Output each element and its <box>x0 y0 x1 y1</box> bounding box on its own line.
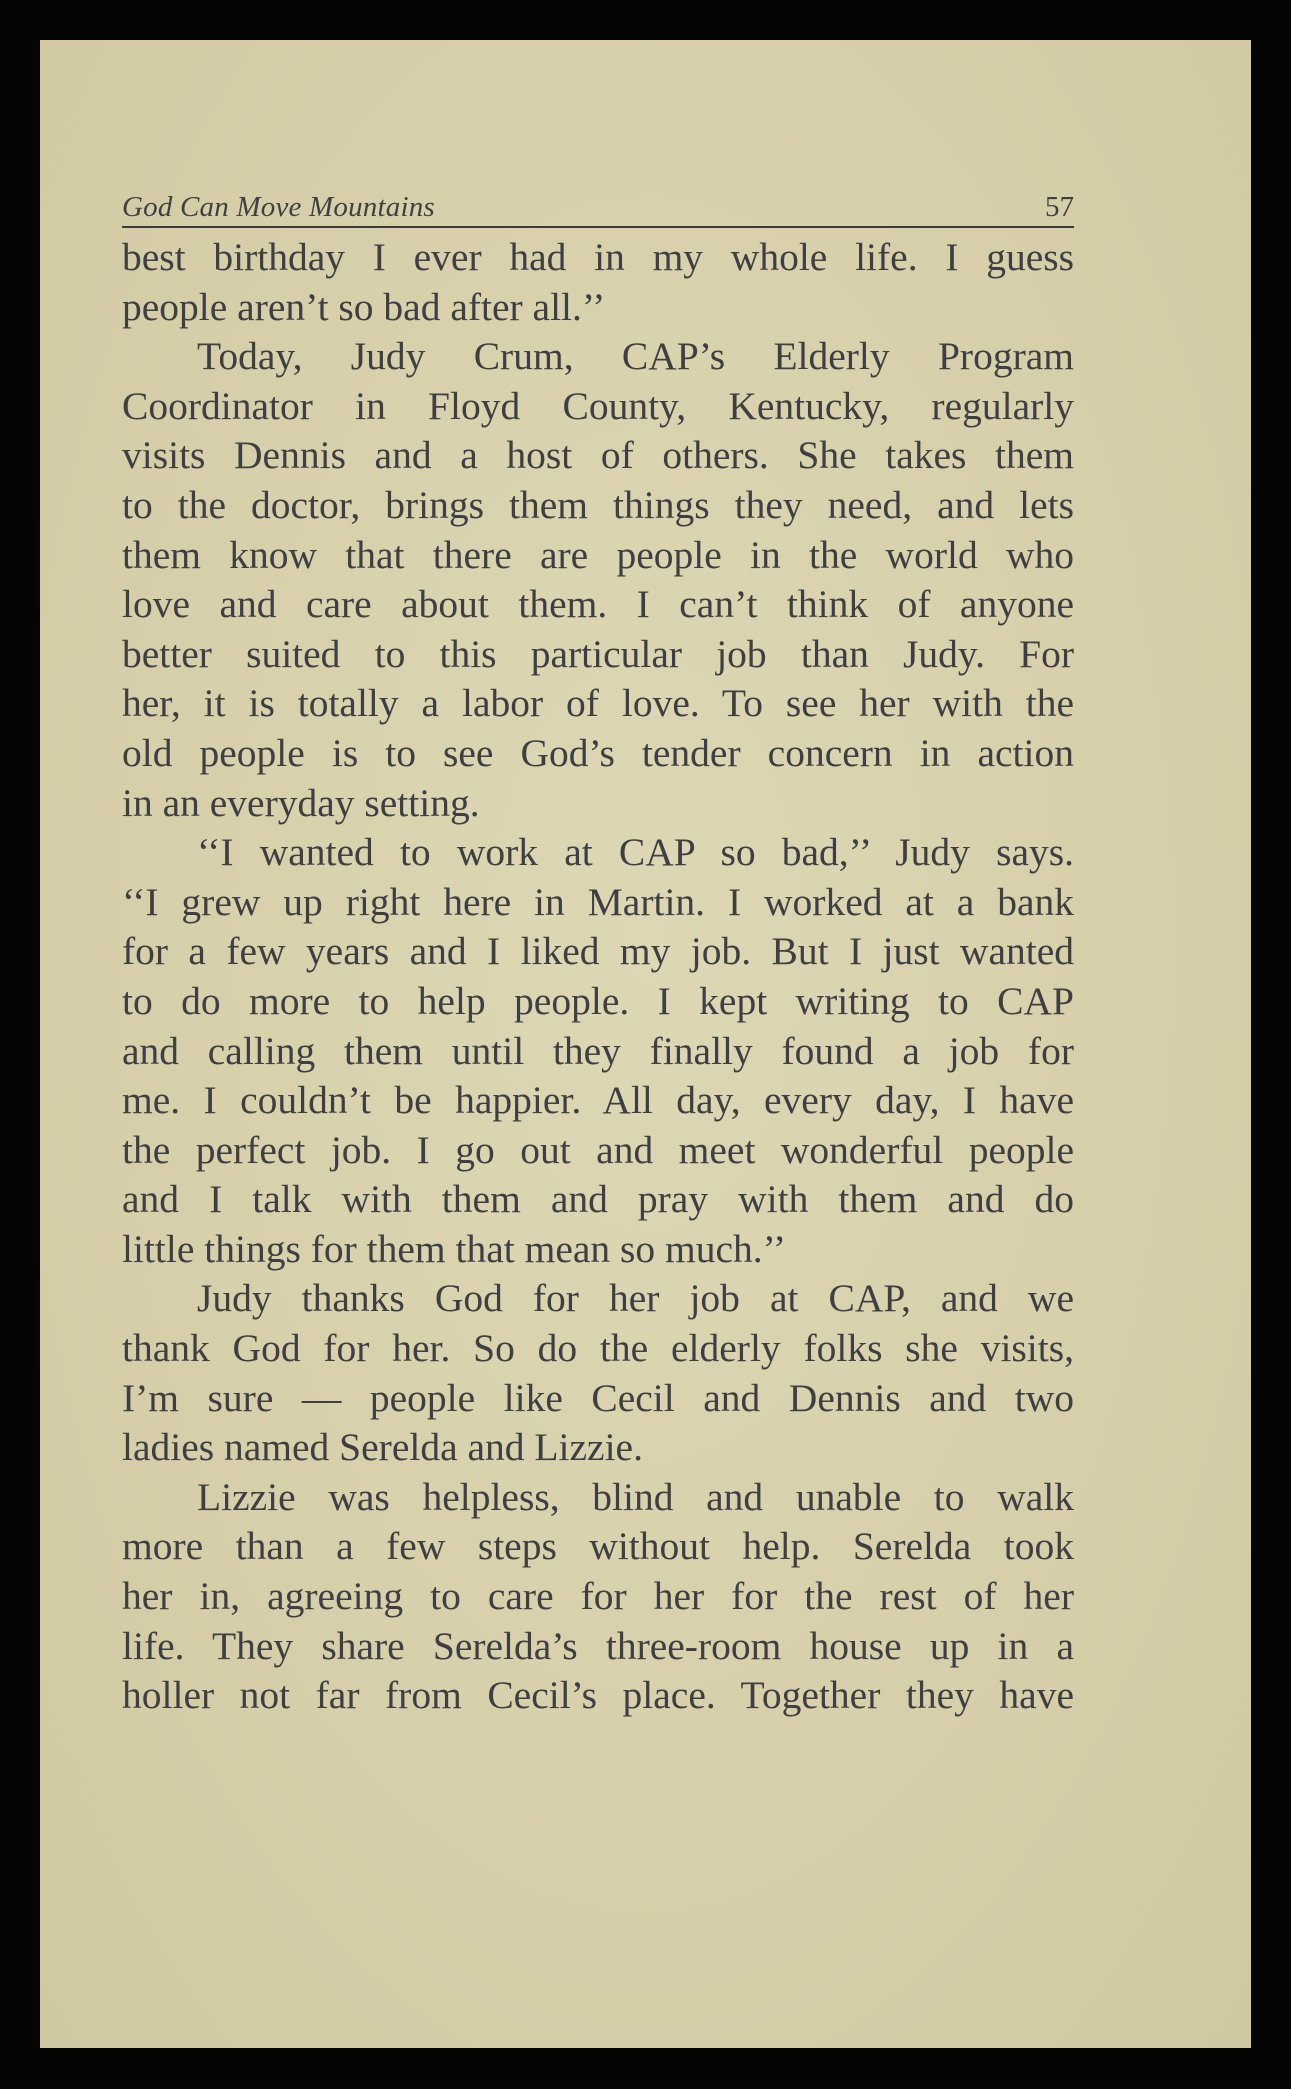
paragraph <box>122 1274 1074 1472</box>
text-line: ‘‘I grew up right here in Martin. I worked at a bank <box>122 879 1074 924</box>
paragraph <box>122 332 1074 828</box>
page-number: 57 <box>1045 191 1074 223</box>
text-line: love and care about them. I can’t think of anyone <box>122 582 1074 627</box>
text-line: Lizzie was helpless, blind and unable to walk <box>197 1474 1074 1519</box>
text-line: and I talk with them and pray with them and do <box>122 1177 1074 1222</box>
text-line: for a few years and I liked my job. But I just wanted <box>122 929 1074 974</box>
paragraph <box>122 1473 1074 1721</box>
page-header <box>122 190 1074 228</box>
text-line: holler not far from Cecil’s place. Together they have <box>122 1673 1074 1718</box>
text-line: ladies named Serelda and Lizzie. <box>122 1425 643 1470</box>
text-line: her, it is totally a labor of love. To see her with the <box>122 681 1074 726</box>
text-line: Judy thanks God for her job at CAP, and we <box>197 1276 1074 1321</box>
text-line: Today, Judy Crum, CAP’s Elderly Program <box>197 334 1074 379</box>
text-line: ‘‘I wanted to work at CAP so bad,’’ Judy says. <box>197 830 1074 875</box>
paragraph <box>122 233 1074 332</box>
text-line: in an everyday setting. <box>122 780 480 825</box>
text-line: me. I couldn’t be happier. All day, every day, I have <box>122 1078 1074 1123</box>
paragraph <box>122 828 1074 1274</box>
text-line: little things for them that mean so much.’’ <box>122 1226 787 1271</box>
text-line: old people is to see God’s tender concern in action <box>122 730 1074 775</box>
text-line: life. They share Serelda’s three-room house up in a <box>122 1623 1074 1668</box>
text-line: best birthday I ever had in my whole life. I guess <box>122 235 1074 279</box>
text-line: visits Dennis and a host of others. She takes them <box>122 433 1074 478</box>
text-line: them know that there are people in the world who <box>122 532 1074 577</box>
text-line: and calling them until they finally found a job for <box>122 1028 1074 1073</box>
text-line: the perfect job. I go out and meet wonderful people <box>122 1127 1074 1172</box>
text-line: her in, agreeing to care for her for the rest of her <box>122 1574 1074 1619</box>
text-line: better suited to this particular job than Judy. For <box>122 631 1074 676</box>
text-line: more than a few steps without help. Serelda took <box>122 1524 1074 1569</box>
text-line: people aren’t so bad after all.’’ <box>122 284 606 329</box>
text-line: thank God for her. So do the elderly folks she visits, <box>122 1326 1074 1371</box>
text-line: to do more to help people. I kept writing to CAP <box>122 978 1074 1023</box>
running-head: God Can Move Mountains <box>122 191 435 223</box>
text-line: to the doctor, brings them things they need, and lets <box>122 482 1074 527</box>
text-line: Coordinator in Floyd County, Kentucky, regularly <box>122 383 1074 428</box>
body-text <box>122 233 1074 1721</box>
text-line: I’m sure — people like Cecil and Dennis and two <box>122 1375 1074 1420</box>
